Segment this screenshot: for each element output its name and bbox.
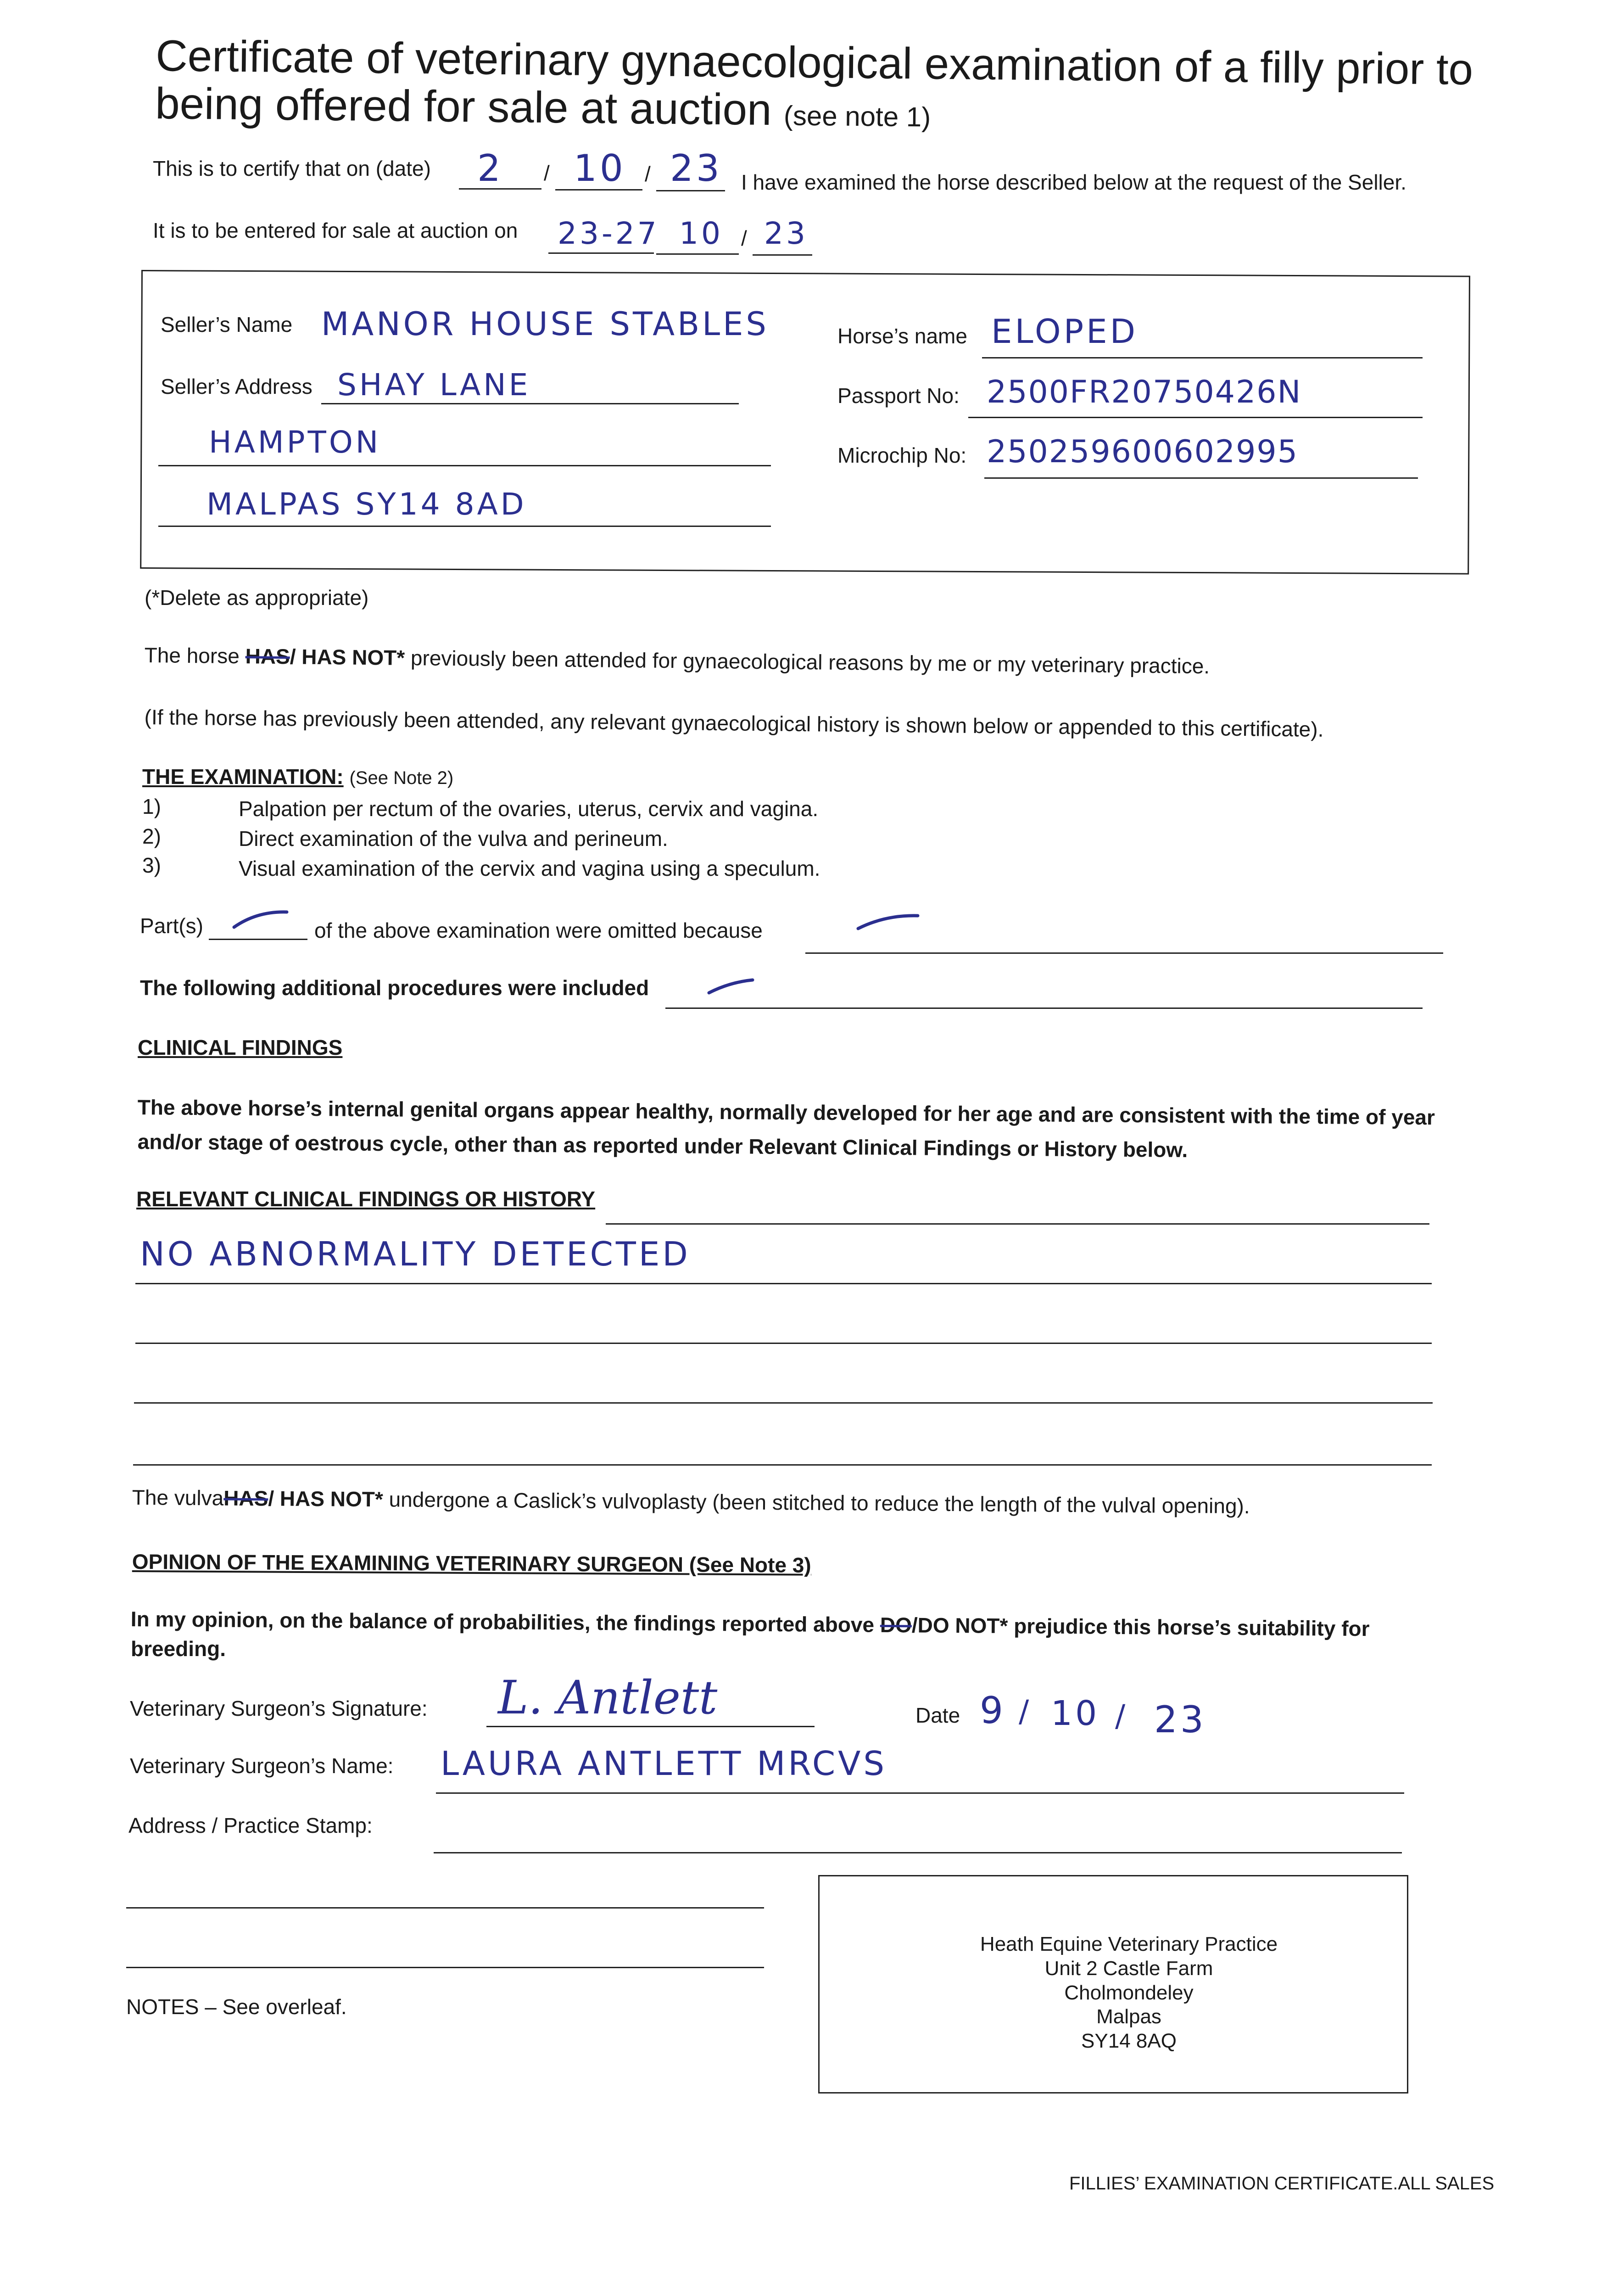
horse-name[interactable]: ELOPED [991,312,1138,351]
passport-underline [968,417,1423,418]
date-month[interactable]: 10 [574,147,626,190]
date-slash-2: / [645,162,651,186]
vet-date-month[interactable]: 10 [1051,1694,1100,1733]
date-year-underline [656,190,725,191]
footer-text: FILLIES’ EXAMINATION CERTIFICATE.ALL SALES [1069,2173,1495,2194]
additional-underline [665,1008,1423,1009]
opinion-line-1: In my opinion, on the balance of probabilities, the findings reported above DO/DO NOT* prejudice this horse’s suitability for [130,1607,1370,1641]
stamp-line-4: Malpas [1096,2005,1161,2028]
notes-text: NOTES – See overleaf. [126,1995,347,2019]
examination-heading-note: (See Note 2) [349,768,454,788]
parts-reason-underline [805,952,1443,954]
relevant-underline-3 [134,1402,1433,1404]
parts-prefix: Part(s) [140,914,203,938]
relevant-underline-0 [606,1223,1429,1225]
parts-suffix: of the above examination were omitted because [314,918,763,942]
auction-days[interactable]: 23-27 [558,216,659,251]
microchip-number[interactable]: 250259600602995 [987,434,1298,470]
title-line-2: being offered for sale at auction (see note 1) [155,78,931,134]
delete-note: (*Delete as appropriate) [145,586,369,610]
vet-date-day[interactable]: 9 [980,1689,1006,1732]
exam-item-2-num: 2) [142,824,161,848]
attended-has-not: / HAS NOT* [290,644,405,670]
parts-underline [209,939,307,940]
practice-stamp-label: Address / Practice Stamp: [128,1814,373,1837]
relevant-underline-2 [135,1343,1432,1344]
additional-dash-mark [704,975,759,998]
auction-slash: / [741,226,747,250]
horse-name-underline [982,357,1423,358]
vulva-has-struck: HAS [223,1486,268,1511]
stamp-line-3: Cholmondeley [1064,1981,1194,2004]
clinical-statement-2: and/or stage of oestrous cycle, other than as reported under Relevant Clinical Findings or History below. [137,1130,1188,1162]
seller-address2-underline [158,465,771,466]
attended-prefix: The horse [144,643,240,668]
auction-days-underline [548,252,654,254]
certificate-title [155,32,1533,142]
date-day[interactable]: 2 [477,147,503,190]
auction-year-underline [753,254,812,256]
title-note: (see note 1) [783,100,931,133]
examination-heading: THE EXAMINATION: (See Note 2) [142,765,454,789]
attended-has-struck: HAS [245,644,290,669]
parts-reason-dash-mark [854,911,922,934]
vet-date-slash-1: / [1019,1694,1032,1729]
date-slash-1: / [544,161,550,185]
vet-signature[interactable]: L. Antlett [498,1671,718,1724]
attended-line [144,643,1210,678]
opinion-heading: OPINION OF THE EXAMINING VETERINARY SURGEON (See Note 3) [132,1550,811,1577]
auction-month-underline [656,253,739,255]
attended-note: (If the horse has previously been attended, any relevant gynaecological history is shown below or appended to this certificate). [144,705,1324,741]
seller-name-label: Seller’s Name [161,313,293,336]
vet-date-slash-2: / [1115,1698,1128,1734]
stamp-line-2: Unit 2 Castle Farm [1044,1957,1213,1980]
passport-number[interactable]: 2500FR20750426N [987,374,1302,410]
exam-item-2-text: Direct examination of the vulva and perineum. [239,827,668,851]
microchip-underline [984,477,1418,479]
opinion-line-2: breeding. [131,1637,226,1661]
signature-underline [486,1726,815,1727]
address-underline-1 [434,1852,1402,1853]
address-underline-3 [126,1967,764,1968]
stamp-line-5: SY14 8AQ [1081,2030,1177,2053]
microchip-label: Microchip No: [837,443,967,467]
seller-address-2[interactable]: HAMPTON [209,425,381,460]
horse-name-label: Horse’s name [837,324,967,348]
exam-item-3-num: 3) [142,853,161,877]
certify-suffix: I have examined the horse described below at the request of the Seller. [741,170,1406,194]
clinical-statement-1: The above horse’s internal genital organs appear healthy, normally developed for her age and are consistent with the time of year [137,1095,1435,1130]
vet-date-label: Date [915,1703,960,1727]
seller-address-1[interactable]: SHAY LANE [337,367,531,403]
seller-address-label: Seller’s Address [161,375,313,398]
address-underline-2 [126,1907,764,1909]
signature-label: Veterinary Surgeon’s Signature: [130,1696,428,1720]
practice-stamp [826,1932,1432,2054]
seller-address1-underline [321,403,739,404]
seller-address3-underline [158,526,771,527]
exam-item-1-num: 1) [142,795,161,818]
exam-item-1-text: Palpation per rectum of the ovaries, uterus, cervix and vagina. [239,797,819,821]
date-year[interactable]: 23 [670,147,722,190]
relevant-underline-1 [135,1283,1432,1284]
vulva-prefix: The vulva [132,1485,224,1510]
exam-item-3-text: Visual examination of the cervix and vagina using a speculum. [239,856,820,880]
relevant-findings-value[interactable]: NO ABNORMALITY DETECTED [140,1235,691,1273]
vulva-has-not: / HAS NOT* [268,1486,384,1511]
parts-dash-mark [229,907,294,934]
attended-suffix: previously been attended for gynaecological reasons by me or my veterinary practice. [410,646,1210,678]
clinical-findings-heading: CLINICAL FINDINGS [138,1036,343,1059]
vulva-line [132,1485,1250,1518]
certify-prefix: This is to certify that on (date) [153,157,431,180]
additional-procedures-label: The following additional procedures were included [140,976,649,1000]
title-line-1: Certificate of veterinary gynaecological examination of a filly prior to [155,31,1473,95]
relevant-underline-4 [133,1464,1432,1466]
auction-prefix: It is to be entered for sale at auction on [153,218,518,242]
passport-label: Passport No: [837,384,960,408]
vet-name-label: Veterinary Surgeon’s Name: [130,1754,394,1778]
auction-month[interactable]: 10 [679,216,723,251]
vet-name-underline [436,1792,1404,1794]
vulva-suffix: undergone a Caslick’s vulvoplasty (been stitched to reduce the length of the vulval opening). [389,1487,1250,1518]
vet-name[interactable]: LAURA ANTLETT MRCVS [441,1744,887,1783]
relevant-findings-heading: RELEVANT CLINICAL FINDINGS OR HISTORY [136,1187,596,1211]
seller-address-3[interactable]: MALPAS SY14 8AD [206,487,527,522]
opinion-do-struck: DO [880,1612,912,1637]
stamp-line-1: Heath Equine Veterinary Practice [980,1933,1278,1955]
vet-date-year[interactable]: 23 [1154,1698,1206,1741]
auction-year[interactable]: 23 [764,216,808,251]
seller-name[interactable]: MANOR HOUSE STABLES [321,305,769,343]
